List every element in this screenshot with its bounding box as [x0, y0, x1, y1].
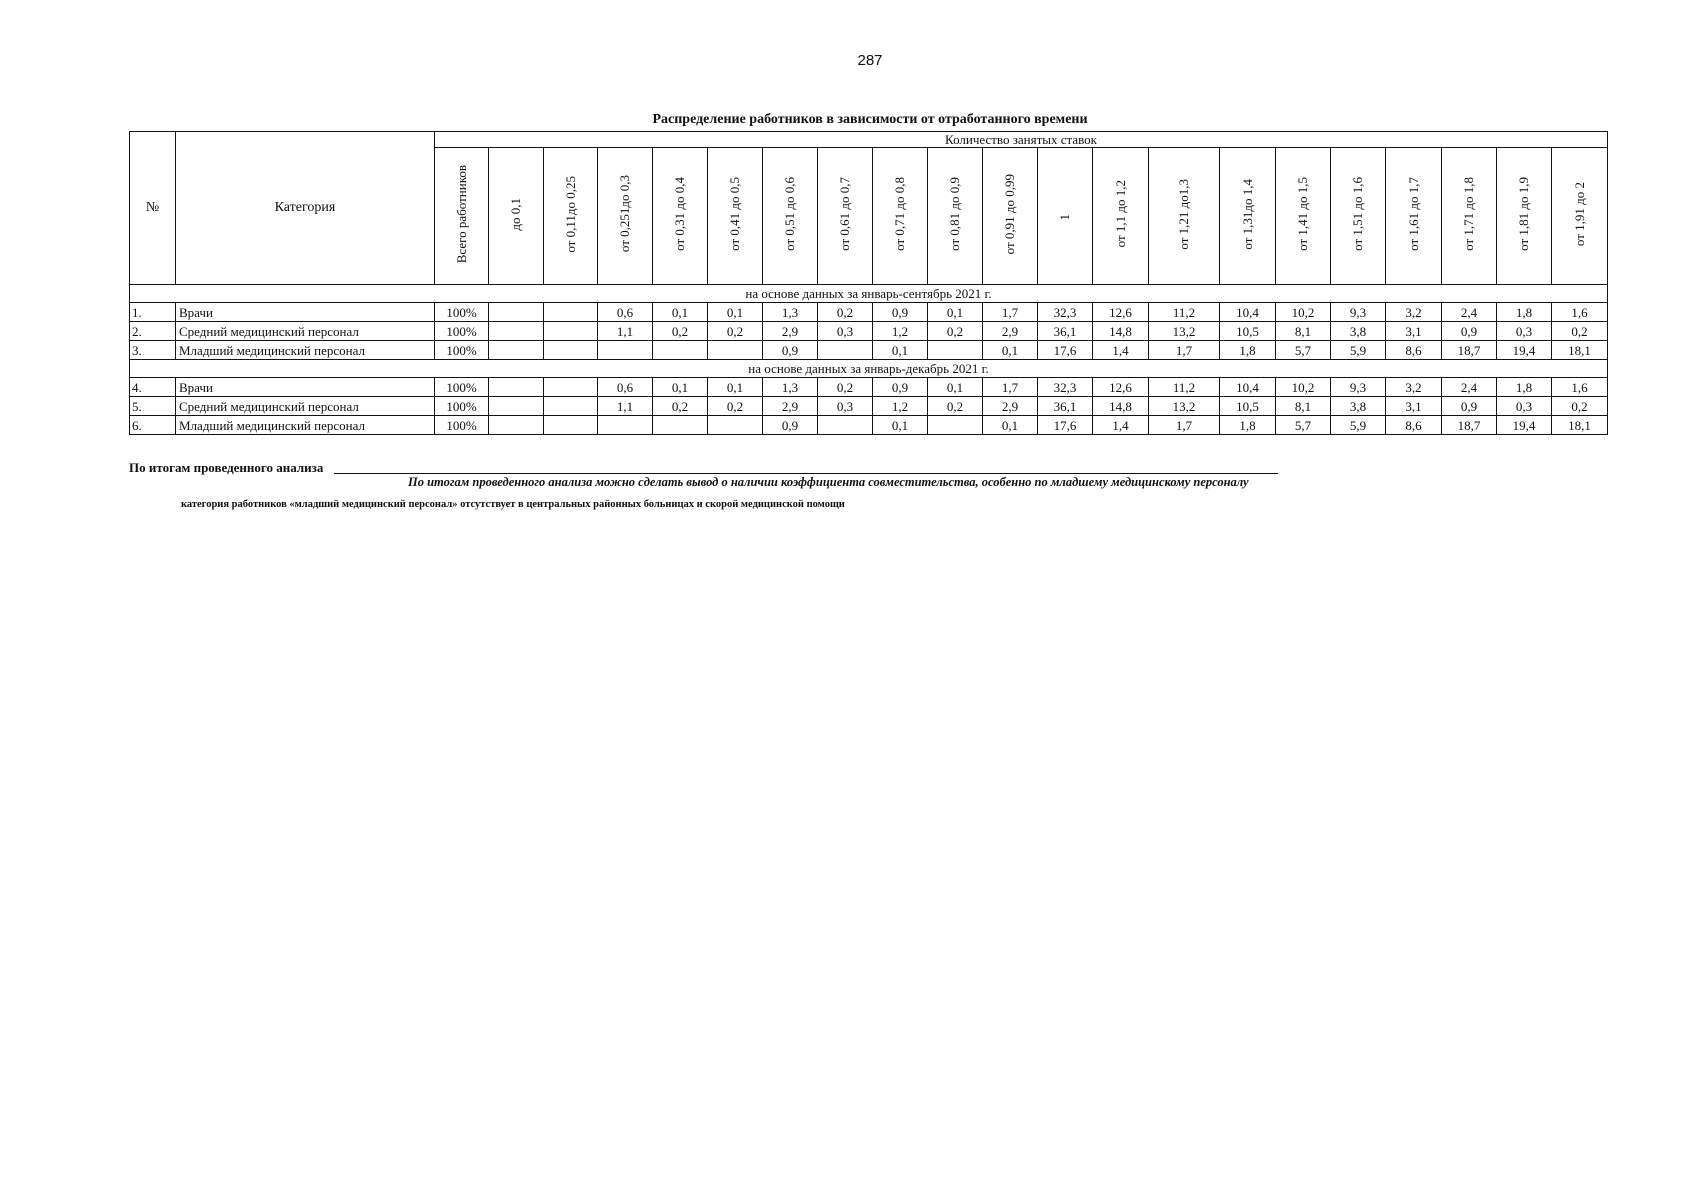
- column-header-label: от 1,61 до 1,7: [1405, 177, 1421, 251]
- table-cell: 0,9: [763, 416, 818, 435]
- column-header: [928, 148, 983, 285]
- row-number: 1.: [130, 303, 176, 322]
- table-cell: [489, 303, 544, 322]
- table-cell: 0,2: [1552, 397, 1608, 416]
- table-cell: 0,2: [1552, 322, 1608, 341]
- row-category: Младший медицинский персонал: [176, 416, 435, 435]
- column-header-label: от 1,71 до 1,8: [1461, 177, 1476, 251]
- table-cell: 1,1: [598, 397, 653, 416]
- column-header-label: от 1,81 до 1,9: [1516, 177, 1531, 251]
- table-cell: 1,7: [983, 378, 1038, 397]
- table-cell: 1,7: [1149, 416, 1220, 435]
- table-cell: 0,1: [928, 378, 983, 397]
- table-cell: 0,1: [653, 378, 708, 397]
- table-cell: 13,2: [1149, 322, 1220, 341]
- column-header: [708, 148, 763, 285]
- row-category: Врачи: [176, 303, 435, 322]
- section-title: на основе данных за январь-декабрь 2021 г.: [130, 360, 1608, 378]
- table-cell: 18,1: [1552, 416, 1608, 435]
- table-cell: 1,1: [598, 322, 653, 341]
- table-row: [130, 322, 1608, 341]
- table-cell: 8,6: [1386, 416, 1442, 435]
- table-cell: 1,6: [1552, 378, 1608, 397]
- table-cell: 0,9: [873, 303, 928, 322]
- table-cell: 0,2: [928, 322, 983, 341]
- table-cell: 8,1: [1276, 397, 1331, 416]
- column-header: [1552, 148, 1608, 285]
- table-cell: 0,1: [928, 303, 983, 322]
- table-cell: 32,3: [1038, 303, 1093, 322]
- table-cell: 11,2: [1149, 303, 1220, 322]
- table-cell: 32,3: [1038, 378, 1093, 397]
- table-cell: 1,8: [1497, 303, 1552, 322]
- table-cell: 100%: [435, 322, 489, 341]
- table-cell: [818, 416, 873, 435]
- table-cell: 1,4: [1093, 416, 1149, 435]
- table-cell: 5,7: [1276, 341, 1331, 360]
- table-cell: 1,2: [873, 322, 928, 341]
- column-header: [435, 148, 489, 285]
- table-cell: 12,6: [1093, 378, 1149, 397]
- table-cell: [818, 341, 873, 360]
- table-cell: 0,3: [1497, 397, 1552, 416]
- table-cell: 0,9: [1442, 397, 1497, 416]
- table-cell: 1,3: [763, 303, 818, 322]
- table-cell: 0,1: [873, 341, 928, 360]
- table-row: [130, 416, 1608, 435]
- table-cell: 100%: [435, 303, 489, 322]
- table-cell: 8,6: [1386, 341, 1442, 360]
- column-header-label: 1: [1057, 213, 1072, 220]
- column-header-label: от 1,31до 1,4: [1239, 178, 1255, 250]
- table-cell: [653, 341, 708, 360]
- table-cell: 14,8: [1093, 322, 1149, 341]
- table-cell: 9,3: [1331, 303, 1386, 322]
- table-cell: [544, 322, 598, 341]
- table-cell: [489, 397, 544, 416]
- table-cell: 0,2: [653, 397, 708, 416]
- column-header-label: от 1,91 до 2: [1571, 181, 1587, 247]
- section-row: [130, 360, 1608, 378]
- row-category: Младший медицинский персонал: [176, 341, 435, 360]
- column-header: [983, 148, 1038, 285]
- conclusion-underline: [334, 473, 1278, 474]
- table-cell: 0,3: [818, 397, 873, 416]
- column-header: [1331, 148, 1386, 285]
- column-header-label: от 0,81 до 0,9: [947, 177, 962, 251]
- table-cell: 100%: [435, 397, 489, 416]
- table-cell: 0,2: [708, 322, 763, 341]
- column-header: [818, 148, 873, 285]
- table-row: [130, 303, 1608, 322]
- column-header-label: от 0,91 до 0,99: [1002, 173, 1017, 255]
- table-cell: 10,5: [1220, 397, 1276, 416]
- table-cell: 10,2: [1276, 303, 1331, 322]
- header-group: Количество занятых ставок: [435, 132, 1608, 148]
- table-cell: [928, 341, 983, 360]
- table-cell: 14,8: [1093, 397, 1149, 416]
- table-cell: 1,4: [1093, 341, 1149, 360]
- table-cell: 0,1: [708, 378, 763, 397]
- table-cell: [544, 303, 598, 322]
- table-cell: 1,6: [1552, 303, 1608, 322]
- table-row: [130, 341, 1608, 360]
- table-title: Распределение работников в зависимости от отработанного времени: [652, 112, 1088, 127]
- table-cell: 2,4: [1442, 303, 1497, 322]
- table-cell: [653, 416, 708, 435]
- table-cell: 8,1: [1276, 322, 1331, 341]
- table-cell: [544, 416, 598, 435]
- column-header: [1386, 148, 1442, 285]
- table-cell: [489, 416, 544, 435]
- column-header-label: от 0,41 до 0,5: [727, 177, 742, 251]
- header-num: №: [130, 132, 176, 285]
- column-header: [1093, 148, 1149, 285]
- column-header-label: от 0,71 до 0,8: [892, 177, 907, 251]
- table-cell: 9,3: [1331, 378, 1386, 397]
- table-cell: 18,7: [1442, 341, 1497, 360]
- table-cell: 17,6: [1038, 341, 1093, 360]
- column-header: [1497, 148, 1552, 285]
- table-cell: 0,6: [598, 303, 653, 322]
- table-cell: 3,8: [1331, 322, 1386, 341]
- table-cell: 3,1: [1386, 322, 1442, 341]
- column-header: [653, 148, 708, 285]
- table-cell: 17,6: [1038, 416, 1093, 435]
- table-cell: [708, 341, 763, 360]
- table-cell: 10,5: [1220, 322, 1276, 341]
- table-cell: 5,7: [1276, 416, 1331, 435]
- table-cell: 19,4: [1497, 416, 1552, 435]
- table-cell: [544, 378, 598, 397]
- column-header-label: от 1,1 до 1,2: [1112, 180, 1128, 248]
- column-header: [544, 148, 598, 285]
- table-cell: 36,1: [1038, 397, 1093, 416]
- column-header-label: до 0,1: [508, 197, 523, 231]
- distribution-table: [129, 131, 1608, 435]
- table-cell: 2,9: [763, 322, 818, 341]
- table-cell: 0,1: [983, 341, 1038, 360]
- table-cell: [928, 416, 983, 435]
- table-cell: [489, 341, 544, 360]
- page-number: 287: [857, 52, 883, 69]
- table-cell: 0,9: [763, 341, 818, 360]
- row-number: 3.: [130, 341, 176, 360]
- table-cell: 0,3: [818, 322, 873, 341]
- section-row: [130, 285, 1608, 303]
- column-header-label: от 0,51 до 0,6: [782, 177, 797, 251]
- table-cell: 0,2: [818, 303, 873, 322]
- column-header-label: от 1,51 до 1,6: [1350, 177, 1365, 251]
- table-cell: 0,2: [653, 322, 708, 341]
- table-cell: 0,1: [983, 416, 1038, 435]
- table-cell: 3,8: [1331, 397, 1386, 416]
- table-cell: 0,2: [928, 397, 983, 416]
- table-cell: 3,2: [1386, 378, 1442, 397]
- section-title: на основе данных за январь-сентябрь 2021 г.: [130, 285, 1608, 303]
- row-category: Врачи: [176, 378, 435, 397]
- table-cell: 3,1: [1386, 397, 1442, 416]
- conclusion-text: По итогам проведенного анализа можно сделать вывод о наличии коэффициента совместительства, особенно по младшему медицинскому персоналу: [408, 475, 1249, 489]
- row-category: Средний медицинский персонал: [176, 322, 435, 341]
- column-header: [1442, 148, 1497, 285]
- table-cell: 10,2: [1276, 378, 1331, 397]
- table-cell: 0,2: [708, 397, 763, 416]
- header-category: Категория: [176, 132, 435, 285]
- footnote: категория работников «младший медицинский персонал» отсутствует в центральных районных больницах и скорой медицинской помощи: [181, 499, 845, 510]
- column-header-label: от 0,251до 0,3: [617, 175, 632, 253]
- column-header: [1149, 148, 1220, 285]
- table-cell: 10,4: [1220, 378, 1276, 397]
- table-cell: [489, 378, 544, 397]
- column-header-label: Всего работников: [453, 164, 469, 264]
- table-cell: 0,1: [708, 303, 763, 322]
- table-cell: 5,9: [1331, 341, 1386, 360]
- table-cell: 1,7: [1149, 341, 1220, 360]
- table-row: [130, 378, 1608, 397]
- row-number: 6.: [130, 416, 176, 435]
- table-cell: 1,8: [1220, 416, 1276, 435]
- table-cell: 0,9: [1442, 322, 1497, 341]
- table-cell: 1,8: [1220, 341, 1276, 360]
- table-cell: 13,2: [1149, 397, 1220, 416]
- column-header: [873, 148, 928, 285]
- table-cell: 100%: [435, 416, 489, 435]
- column-header-label: от 1,41 до 1,5: [1295, 177, 1310, 251]
- column-header: [598, 148, 653, 285]
- table-cell: 2,4: [1442, 378, 1497, 397]
- table-cell: 100%: [435, 341, 489, 360]
- table-row: [130, 397, 1608, 416]
- column-header: [489, 148, 544, 285]
- table-cell: [598, 416, 653, 435]
- table-cell: 0,9: [873, 378, 928, 397]
- column-header-label: от 1,21 до1,3: [1176, 178, 1191, 250]
- table-cell: 12,6: [1093, 303, 1149, 322]
- table-cell: 1,2: [873, 397, 928, 416]
- table-cell: 18,7: [1442, 416, 1497, 435]
- table-cell: 36,1: [1038, 322, 1093, 341]
- row-number: 2.: [130, 322, 176, 341]
- column-header: [763, 148, 818, 285]
- table-cell: 10,4: [1220, 303, 1276, 322]
- row-number: 4.: [130, 378, 176, 397]
- table-cell: 1,3: [763, 378, 818, 397]
- table-cell: [489, 322, 544, 341]
- table-cell: 1,8: [1497, 378, 1552, 397]
- row-category: Средний медицинский персонал: [176, 397, 435, 416]
- column-header-label: от 0,11до 0,25: [562, 175, 578, 253]
- table-cell: [544, 341, 598, 360]
- table-cell: 11,2: [1149, 378, 1220, 397]
- table-cell: 100%: [435, 378, 489, 397]
- row-number: 5.: [130, 397, 176, 416]
- table-cell: 1,7: [983, 303, 1038, 322]
- conclusion-label: По итогам проведенного анализа: [129, 460, 324, 475]
- table-cell: [708, 416, 763, 435]
- table-cell: 0,3: [1497, 322, 1552, 341]
- table-cell: 2,9: [983, 397, 1038, 416]
- table-cell: 0,2: [818, 378, 873, 397]
- table-cell: 5,9: [1331, 416, 1386, 435]
- column-header-label: от 0,61 до 0,7: [837, 177, 852, 251]
- column-header: [1276, 148, 1331, 285]
- table-cell: 3,2: [1386, 303, 1442, 322]
- column-header-label: от 0,31 до 0,4: [672, 177, 687, 251]
- table-cell: 0,6: [598, 378, 653, 397]
- table-cell: 0,1: [873, 416, 928, 435]
- table-cell: 0,1: [653, 303, 708, 322]
- column-header: [1220, 148, 1276, 285]
- table-cell: [544, 397, 598, 416]
- table-body: [130, 285, 1608, 435]
- table-cell: 2,9: [983, 322, 1038, 341]
- column-header: [1038, 148, 1093, 285]
- table-cell: 2,9: [763, 397, 818, 416]
- table-cell: [598, 341, 653, 360]
- table-cell: 18,1: [1552, 341, 1608, 360]
- table-cell: 19,4: [1497, 341, 1552, 360]
